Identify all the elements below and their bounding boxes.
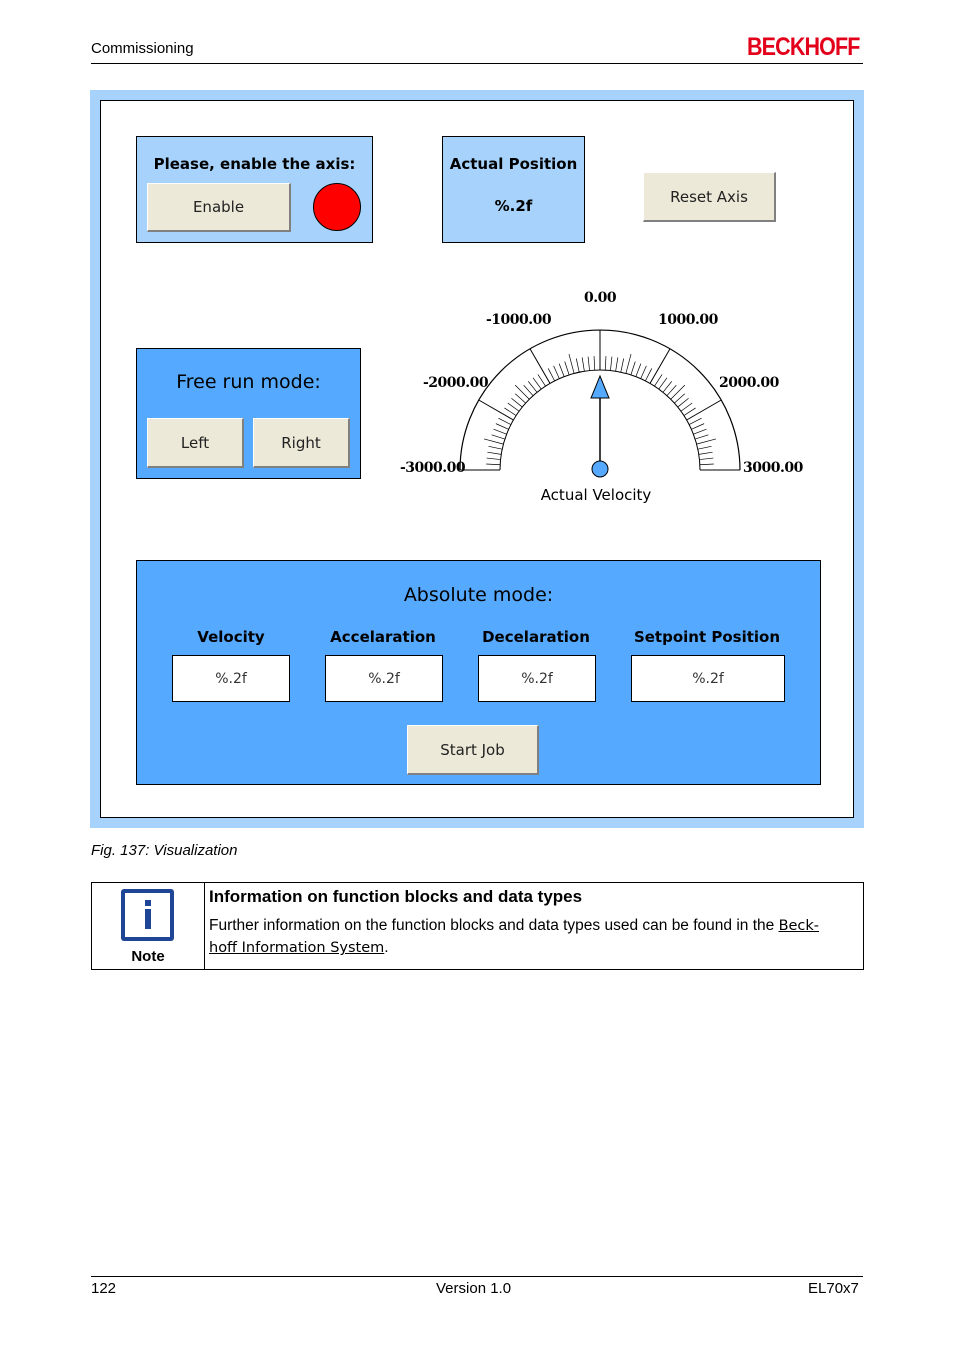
gauge-minor-tick: [697, 439, 716, 444]
gauge-label-max: 3000.00: [743, 460, 803, 476]
free-run-label: Free run mode:: [176, 371, 321, 393]
gauge-label-zero: 0.00: [584, 290, 617, 306]
gauge-minor-tick: [671, 385, 685, 399]
gauge-minor-tick: [487, 452, 501, 454]
gauge-minor-tick: [487, 458, 501, 459]
version-label: Version 1.0: [436, 1280, 512, 1297]
gauge-needle-arrow-icon: [591, 376, 609, 398]
gauge-minor-tick: [695, 435, 708, 439]
deceleration-field[interactable]: %.2f: [478, 655, 596, 702]
info-system-link-part1[interactable]: Beck-: [778, 918, 820, 934]
gauge-minor-tick: [486, 464, 500, 465]
gauge-minor-tick: [659, 378, 667, 389]
gauge-minor-tick: [548, 368, 554, 380]
deceleration-label: Decelaration: [482, 628, 590, 646]
velocity-field[interactable]: %.2f: [172, 655, 290, 702]
gauge-minor-tick: [645, 368, 651, 380]
gauge-minor-tick: [699, 452, 713, 454]
gauge-minor-tick: [691, 424, 704, 430]
gauge-minor-tick: [488, 446, 502, 449]
gauge-minor-tick: [681, 403, 692, 411]
gauge-minor-tick: [494, 429, 507, 434]
gauge-label-2000: 2000.00: [719, 375, 779, 391]
gauge-minor-tick: [698, 446, 712, 449]
gauge-minor-tick: [678, 398, 689, 407]
info-icon: [121, 889, 174, 941]
absolute-mode-panel: [136, 560, 821, 785]
gauge-minor-tick: [616, 357, 618, 371]
velocity-label: Velocity: [197, 628, 265, 646]
gauge-minor-tick: [515, 385, 529, 399]
gauge-minor-tick: [674, 394, 684, 403]
gauge-minor-tick: [689, 418, 701, 424]
gauge-minor-tick: [511, 398, 522, 407]
gauge-minor-tick: [684, 408, 696, 416]
footer-rule: [91, 1276, 863, 1277]
gauge-minor-tick: [588, 357, 589, 371]
visualization-canvas: [100, 100, 854, 818]
gauge-minor-tick: [569, 354, 574, 373]
info-system-link-part2[interactable]: hoff Information System: [209, 940, 385, 956]
right-button[interactable]: Right: [253, 418, 350, 468]
gauge-label-minus2000: -2000.00: [423, 375, 489, 391]
acceleration-field[interactable]: %.2f: [325, 655, 443, 702]
gauge-minor-tick: [700, 464, 714, 465]
gauge-minor-tick: [559, 364, 564, 377]
gauge-minor-tick: [621, 358, 624, 372]
gauge-pivot-icon: [592, 461, 608, 477]
actual-position-label: Actual Position: [449, 155, 578, 173]
gauge-minor-tick: [636, 364, 641, 377]
gauge-minor-tick: [496, 424, 509, 430]
gauge-minor-tick: [498, 418, 510, 424]
gauge-minor-tick: [699, 458, 713, 459]
gauge-minor-tick: [576, 358, 579, 372]
beckhoff-logo: BECKHOFF: [747, 33, 860, 61]
gauge-minor-tick: [565, 362, 569, 375]
gauge-minor-tick: [663, 381, 672, 392]
product-name: EL70x7: [808, 1280, 859, 1297]
acceleration-label: Accelaration: [330, 628, 436, 646]
velocity-gauge: [456, 316, 746, 491]
status-light-icon: [313, 183, 361, 231]
gauge-minor-tick: [504, 408, 516, 416]
note-title: Information on function blocks and data types: [209, 887, 583, 906]
gauge-minor-tick: [484, 439, 503, 444]
page-number: 122: [91, 1280, 117, 1297]
gauge-minor-tick: [492, 435, 505, 439]
actual-position-value: %.2f: [494, 197, 533, 215]
free-run-panel: [136, 348, 361, 479]
enable-button[interactable]: Enable: [147, 183, 291, 232]
gauge-minor-tick: [554, 366, 560, 379]
gauge-label-minus1000: -1000.00: [486, 312, 552, 328]
gauge-minor-tick: [667, 385, 676, 395]
gauge-minor-tick: [582, 357, 584, 371]
gauge-label-min: -3000.00: [400, 460, 466, 476]
reset-axis-button[interactable]: Reset Axis: [643, 172, 776, 222]
gauge-minor-tick: [631, 362, 635, 375]
note-body-text: Further information on the function blocks and data types used can be found in the: [209, 917, 779, 934]
gauge-minor-tick: [533, 378, 541, 389]
gauge-title: Actual Velocity: [540, 486, 652, 504]
gauge-minor-tick: [515, 394, 525, 403]
setpoint-position-label: Setpoint Position: [633, 628, 781, 646]
left-button[interactable]: Left: [147, 418, 244, 468]
note-body-end: .: [384, 939, 389, 956]
gauge-minor-tick: [594, 356, 595, 370]
gauge-label-1000: 1000.00: [658, 312, 718, 328]
gauge-minor-tick: [693, 429, 706, 434]
note-body: [209, 915, 849, 959]
start-job-button[interactable]: Start Job: [407, 725, 539, 775]
enable-panel: [136, 136, 373, 243]
gauge-minor-tick: [626, 354, 631, 373]
header-rule: [91, 63, 863, 64]
gauge-minor-tick: [524, 385, 533, 395]
gauge-minor-tick: [654, 374, 662, 386]
gauge-minor-tick: [528, 381, 537, 392]
note-label: Note: [131, 948, 165, 965]
gauge-minor-tick: [605, 356, 606, 370]
gauge-minor-tick: [508, 403, 519, 411]
gauge-minor-tick: [641, 366, 647, 379]
actual-position-panel: [442, 136, 585, 243]
gauge-minor-tick: [538, 374, 546, 386]
setpoint-position-field[interactable]: %.2f: [631, 655, 785, 702]
enable-prompt: Please, enable the axis:: [153, 155, 356, 173]
section-title: Commissioning: [91, 40, 194, 57]
absolute-mode-label: Absolute mode:: [403, 584, 554, 606]
figure-caption: Fig. 137: Visualization: [91, 842, 238, 859]
gauge-minor-tick: [610, 357, 611, 371]
